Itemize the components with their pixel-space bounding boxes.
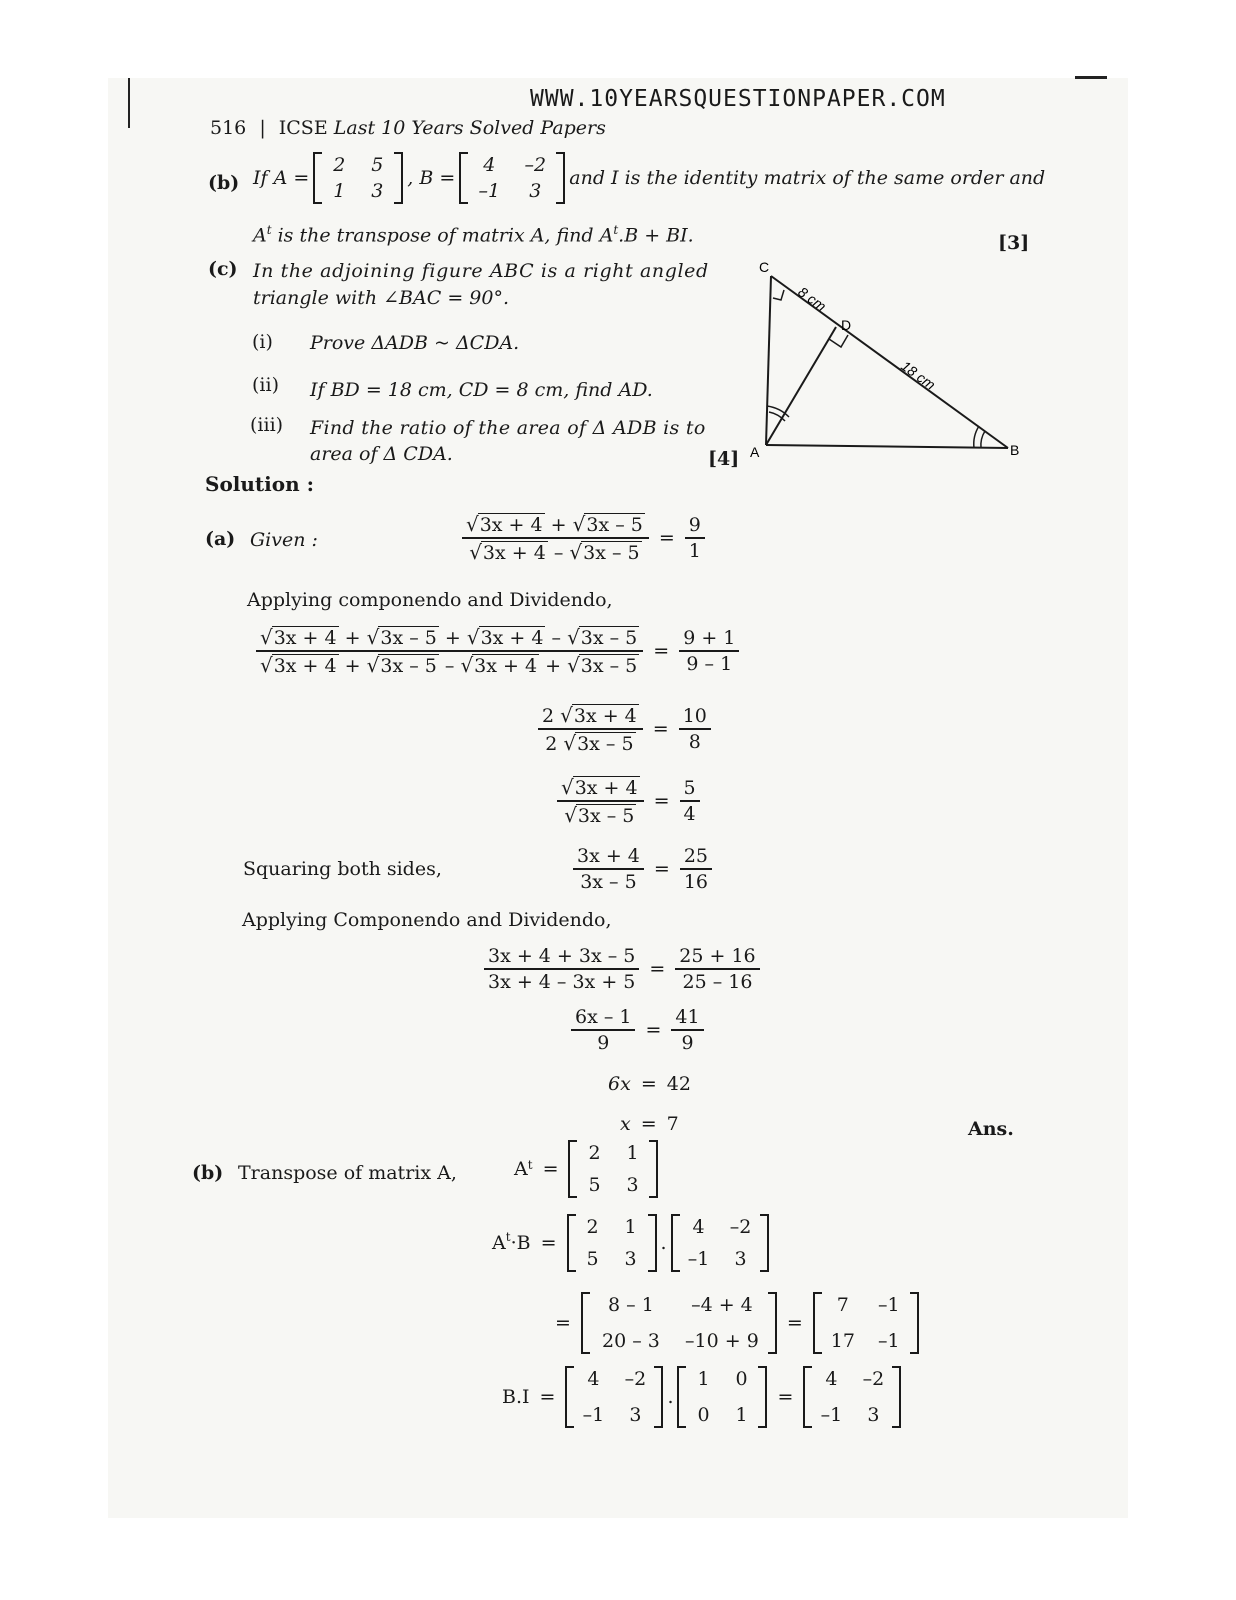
right-angle-mark-c <box>773 290 784 300</box>
radicand: 3x – 5 <box>380 655 437 677</box>
watermark: WWW.10YEARSQUESTIONPAPER.COM <box>530 86 946 112</box>
squaring-label: Squaring both sides, <box>243 858 442 880</box>
answer-label: Ans. <box>968 1118 1014 1140</box>
fraction: $\frac{5}{4}$ <box>680 777 700 825</box>
question-c-marks: [4] <box>708 448 740 470</box>
equals-sign: = <box>653 640 670 662</box>
radicand: 3x – 5 <box>380 627 437 649</box>
matrix-a <box>313 152 403 204</box>
if-a-text: If A = <box>253 167 310 189</box>
scan-corner-mark <box>1075 76 1107 79</box>
equals-sign: = <box>653 790 670 812</box>
vertex-label-d: D <box>841 317 852 333</box>
right-angle-mark-d <box>829 335 848 347</box>
length-label-db: 18 cm <box>898 357 939 393</box>
operator: + <box>550 514 567 536</box>
fraction: $\frac{10}{8}$ <box>679 705 711 753</box>
question-c-label: (c) <box>208 258 238 280</box>
equals-sign: = <box>649 958 666 980</box>
equation-step-9: x = 7 <box>620 1113 679 1135</box>
question-b-label: (b) <box>208 172 240 194</box>
radicand: 3x + 4 <box>480 627 544 649</box>
radicand: 3x + 4 <box>479 514 543 536</box>
matrix-cell: 3 <box>529 180 542 202</box>
vertex-label-b: B <box>1010 442 1020 458</box>
altitude-ad <box>766 327 836 445</box>
matrix-cell: 4 <box>483 154 496 176</box>
transpose-equation: A $^t$ = 2 1 5 3 <box>514 1140 658 1198</box>
equation-step-4 <box>557 775 700 827</box>
side-ab <box>766 445 1008 448</box>
equals-sign: = <box>653 858 670 880</box>
side-ca <box>766 276 771 445</box>
matrix-expanded: 8 – 1 –4 + 4 20 – 3 –10 + 9 <box>581 1292 777 1354</box>
equals-sign: = <box>652 718 669 740</box>
fraction: $\frac{2 √3x + 4}{2 √3x - 5}$ <box>538 703 643 755</box>
matrix-cell: 2 <box>333 154 346 176</box>
matrix-b: 4 –2 –1 3 <box>565 1366 663 1428</box>
running-header <box>210 117 606 139</box>
fraction: $\frac{√3x + 4 + √3x - 5}{√3x + 4 - √3x - 5}$ <box>462 512 649 564</box>
question-c-line1: In the adjoining figure ABC is a right angled <box>253 260 709 282</box>
equals-sign: = <box>555 1312 571 1334</box>
radicand: 3x + 4 <box>273 627 337 649</box>
radicand: 3x – 5 <box>586 514 643 536</box>
matrix-result: 7 –1 17 –1 <box>813 1292 919 1354</box>
triangle-figure <box>745 258 1035 468</box>
fraction: $\frac{√3x + 4}{√3x - 5}$ <box>557 775 644 827</box>
fraction: $\frac{6x - 1}{9}$ <box>571 1006 635 1054</box>
transpose-label: Transpose of matrix A, <box>238 1162 457 1184</box>
bracket-right <box>556 152 565 204</box>
radicand: 3x + 4 <box>482 542 546 564</box>
matrix-a-transpose: 2 1 5 3 <box>568 1140 658 1198</box>
equation-step-2 <box>256 625 739 677</box>
equation-given <box>462 512 705 564</box>
book-prefix: ICSE <box>278 117 328 139</box>
transpose-text: is the transpose of matrix A, find A <box>277 224 614 247</box>
b-equals-text: , B = <box>407 167 456 189</box>
equals-sign: = <box>777 1386 794 1408</box>
equals-sign: = <box>539 1386 556 1408</box>
bi-equation: B.I = 4 –2 –1 3 . 1 0 0 1 = 4 –2 –1 3 <box>502 1366 901 1428</box>
question-b-rest: and I is the identity matrix of the same order and <box>569 167 1046 189</box>
matrix-cell: 5 <box>371 154 384 176</box>
given-label: Given : <box>250 529 318 551</box>
item-text: Prove ΔADB ~ ΔCDA. <box>310 332 520 354</box>
transpose-superscript: t <box>613 223 619 237</box>
fraction: $\frac{25}{16}$ <box>680 845 712 893</box>
solution-heading: Solution : <box>205 472 314 496</box>
length-label-cd: 8 cm <box>795 283 830 315</box>
radicand: 3x + 4 <box>574 777 638 799</box>
bracket-left <box>459 152 468 204</box>
matrix-cell: 1 <box>333 180 346 202</box>
item-number: (ii) <box>252 374 279 396</box>
equals-sign: = <box>540 1232 557 1254</box>
radicand: 3x + 4 <box>573 705 637 727</box>
matrix-cell: 3 <box>371 180 384 202</box>
item-text-continued: area of Δ CDA. <box>310 443 453 465</box>
expanded-equation <box>545 1292 919 1354</box>
applying-componendo-1: Applying componendo and Dividendo, <box>247 589 613 611</box>
bracket-left <box>313 152 322 204</box>
item-text: If BD = 18 cm, CD = 8 cm, find AD. <box>310 379 653 401</box>
equals-sign: = <box>640 1113 657 1135</box>
fraction: $\frac{41}{9}$ <box>671 1006 703 1054</box>
radicand: 3x – 5 <box>577 733 634 755</box>
item-number: (i) <box>252 331 273 353</box>
equals-sign: = <box>640 1073 657 1095</box>
at-symbol: A <box>253 224 267 247</box>
radicand: 3x + 4 <box>273 655 337 677</box>
equation-step-6 <box>484 945 760 993</box>
transpose-superscript: t <box>266 223 272 237</box>
solution-b-label: (b) <box>192 1162 224 1184</box>
radicand: 3x + 4 <box>474 655 538 677</box>
fraction: $\frac{√3x + 4 + √3x - 5 + √3x + 4 - √3x - 5}{√3x + 4 + √3x - 5 - √3x + 4 + √3x - 5}$ <box>256 625 643 677</box>
applying-componendo-2: Applying Componendo and Dividendo, <box>242 909 612 931</box>
matrix-b-result: 4 –2 –1 3 <box>803 1366 901 1428</box>
angle-arc-b <box>981 431 985 448</box>
equation-step-5 <box>573 845 712 893</box>
equals-sign: = <box>645 1019 662 1041</box>
scan-edge-mark <box>128 78 130 128</box>
angle-arc-b <box>974 426 979 448</box>
solution-a-label: (a) <box>205 528 236 550</box>
equation-step-7 <box>571 1006 704 1054</box>
equation-step-8: 6x = 42 <box>608 1073 691 1095</box>
bracket-right <box>394 152 403 204</box>
book-title: Last 10 Years Solved Papers <box>333 117 606 139</box>
header-separator: | <box>259 117 266 139</box>
matrix-cell: –2 <box>524 154 547 176</box>
item-number: (iii) <box>250 414 284 436</box>
equals-sign: = <box>658 527 675 549</box>
equation-step-3 <box>538 703 711 755</box>
question-b-line2 <box>253 223 694 246</box>
identity-matrix: 1 0 0 1 <box>677 1366 767 1428</box>
fraction: $\frac{9 + 1}{9 - 1}$ <box>679 627 739 675</box>
radicand: 3x – 5 <box>583 542 640 564</box>
question-b-end: .B + BI. <box>618 224 694 247</box>
matrix-cell: –1 <box>478 180 501 202</box>
item-text: Find the ratio of the area of Δ ADB is to <box>310 417 706 439</box>
question-b-line1 <box>253 152 1045 204</box>
radicand: 3x – 5 <box>577 805 635 827</box>
vertex-label-a: A <box>750 444 760 460</box>
equals-sign: = <box>786 1312 803 1334</box>
radicand: 3x – 5 <box>580 627 638 649</box>
product-equation: A $^t$ ·B = 2 1 5 3 . 4 –2 –1 3 <box>492 1214 769 1272</box>
vertex-label-c: C <box>759 259 770 275</box>
matrix-b: 4 –2 –1 3 <box>671 1214 769 1272</box>
matrix-a-transpose: 2 1 5 3 <box>567 1214 657 1272</box>
matrix-b <box>459 152 565 204</box>
fraction: $\frac{25 + 16}{25 - 16}$ <box>675 945 759 993</box>
operator: – <box>553 542 564 564</box>
page-number: 516 <box>210 117 247 139</box>
question-c-line2: triangle with ∠BAC = 90°. <box>253 287 509 309</box>
radicand: 3x – 5 <box>580 655 638 677</box>
fraction: $\frac{3x + 4}{3x - 5}$ <box>573 845 644 893</box>
fraction: $\frac{3x + 4 + 3x - 5}{3x + 4 - 3x + 5}$ <box>484 945 639 993</box>
fraction: $\frac{9}{1}$ <box>685 514 705 562</box>
equals-sign: = <box>542 1158 559 1180</box>
question-b-marks: [3] <box>998 232 1030 254</box>
